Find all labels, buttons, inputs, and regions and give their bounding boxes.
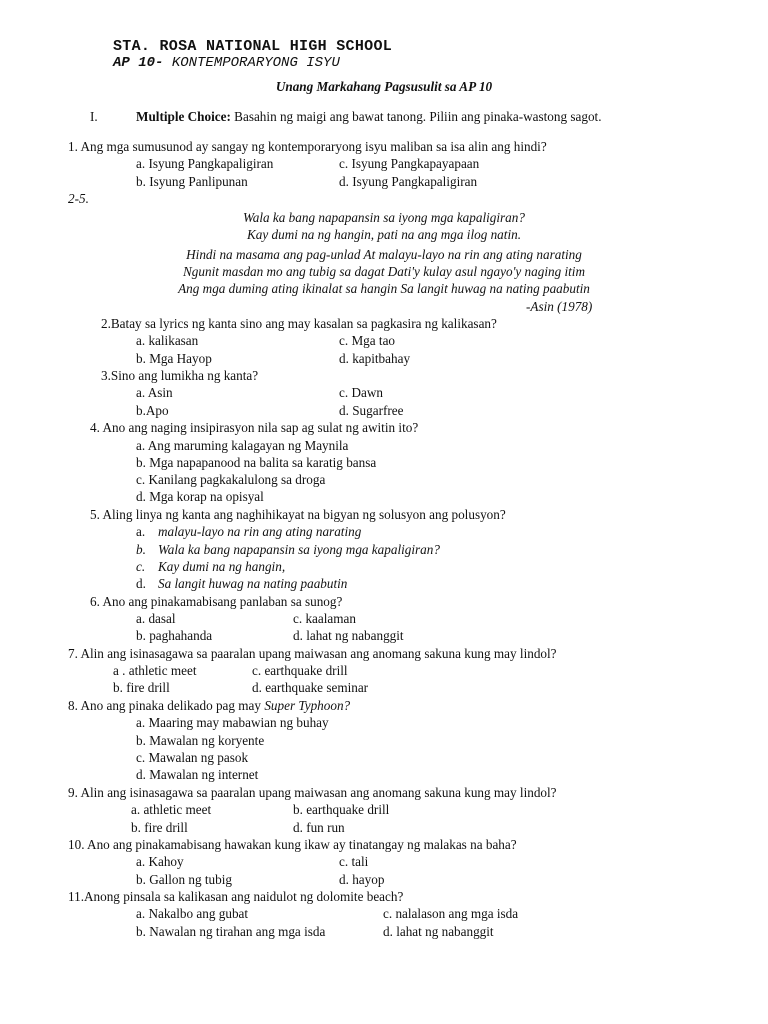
choice: a. athletic meet [131, 802, 212, 817]
question-11: 11.Anong pinsala sa kalikasan ang naidulot ng dolomite beach? [68, 889, 404, 904]
lyrics-line: Ngunit masdan mo ang tubig sa dagat Dati'y kulay asul ngayo'y naging itim [183, 264, 585, 279]
question-6: 6. Ano ang pinakamabisang panlaban sa sunog? [90, 594, 343, 609]
choice: malayu-layo na rin ang ating narating [158, 524, 362, 539]
choice: b. Gallon ng tubig [136, 872, 232, 887]
question-9: 9. Alin ang isinasagawa sa paaralan upang maiwasan ang anomang sakuna kung may lindol? [68, 785, 557, 800]
choice: c. kaalaman [293, 611, 356, 626]
lyrics-line: Kay dumi na ng hangin, pati na ang mga ilog natin. [246, 227, 521, 242]
subject-line [113, 55, 340, 71]
choice: d. Mawalan ng internet [136, 767, 259, 782]
choice: b. Mga Hayop [136, 351, 212, 366]
choice: c. Mawalan ng pasok [136, 750, 249, 765]
choice-letter: d. [136, 576, 146, 591]
section-instruction [136, 109, 602, 125]
choice: a. Maaring may mabawian ng buhay [136, 715, 329, 730]
choice: b.Apo [136, 403, 169, 418]
choice: a. Ang maruming kalagayan ng Maynila [136, 438, 349, 453]
choice: c. Isyung Pangkapayapaan [339, 156, 480, 171]
choice: b. Mawalan ng koryente [136, 733, 265, 748]
lyrics-credit: -Asin (1978) [526, 299, 593, 314]
question-8-text: 8. Ano ang pinaka delikado pag may [68, 698, 265, 713]
choice: d. Isyung Pangkapaligiran [339, 174, 478, 189]
choice: b. paghahanda [136, 628, 213, 643]
choice: d. earthquake seminar [252, 680, 369, 695]
section-label: Multiple Choice: [136, 109, 231, 124]
question-4: 4. Ano ang naging insipirasyon nila sap ag sulat ng awitin ito? [90, 420, 419, 435]
exam-title: Unang Markahang Pagsusulit sa AP 10 [275, 79, 493, 94]
choice: d. kapitbahay [339, 351, 411, 366]
choice: d. fun run [293, 820, 345, 835]
choice: a. Nakalbo ang gubat [136, 906, 249, 921]
choice: a. Isyung Pangkapaligiran [136, 156, 274, 171]
choice: b. Mga napapanood na balita sa karatig bansa [136, 455, 377, 470]
choice: c. Dawn [339, 385, 383, 400]
choice-letter: b. [136, 542, 146, 557]
choice: d. hayop [339, 872, 385, 887]
question-8-emphasis: Super Typhoon? [264, 698, 351, 713]
choice: d. lahat ng nabanggit [293, 628, 404, 643]
question-3: 3.Sino ang lumikha ng kanta? [101, 368, 259, 383]
choice: c. earthquake drill [252, 663, 348, 678]
choice: a. dasal [136, 611, 176, 626]
section-numeral: I. [90, 109, 98, 124]
choice-letter: a. [136, 524, 146, 539]
question-10: 10. Ano ang pinakamabisang hawakan kung ikaw ay tinatangay ng malakas na baha? [68, 837, 517, 852]
choice: Sa langit huwag na nating paabutin [158, 576, 348, 591]
question-1: 1. Ang mga sumusunod ay sangay ng kontemporaryong isyu maliban sa isa alin ang hindi? [68, 139, 547, 154]
instruction-text: Basahin ng maigi ang bawat tanong. Piliin ang pinaka-wastong sagot. [230, 109, 602, 124]
choice: Wala ka bang napapansin sa iyong mga kapaligiran? [158, 542, 440, 557]
lyrics-line: Ang mga duming ating ikinalat sa hangin Sa langit huwag na nating paabutin [178, 281, 590, 296]
choice: a. kalikasan [136, 333, 199, 348]
question-5: 5. Aling linya ng kanta ang naghihikayat na bigyan ng solusyon ang polusyon? [90, 507, 506, 522]
choice: b. fire drill [131, 820, 188, 835]
choice: c. Kanilang pagkakalulong sa droga [136, 472, 326, 487]
choice: b. Isyung Panlipunan [136, 174, 248, 189]
question-8 [68, 698, 350, 714]
choice: b. fire drill [113, 680, 170, 695]
choice: c. tali [339, 854, 369, 869]
choice: b. Nawalan ng tirahan ang mga isda [136, 924, 326, 939]
choice: b. earthquake drill [293, 802, 390, 817]
choice: c. nalalason ang mga isda [383, 906, 519, 921]
question-2: 2.Batay sa lyrics ng kanta sino ang may kasalan sa pagkasira ng kalikasan? [101, 316, 497, 331]
subject-name: KONTEMPORARYONG ISYU [163, 55, 340, 71]
choice: a. Kahoy [136, 854, 184, 869]
subject-code: AP 10- [113, 55, 164, 71]
choice: d. lahat ng nabanggit [383, 924, 494, 939]
lyrics-line: Hindi na masama ang pag-unlad At malayu-layo na rin ang ating narating [186, 247, 582, 262]
choice: a. Asin [136, 385, 173, 400]
choice: Kay dumi na ng hangin, [158, 559, 286, 574]
choice: d. Sugarfree [339, 403, 404, 418]
choice: c. Mga tao [339, 333, 396, 348]
lyrics-line: Wala ka bang napapansin sa iyong mga kapaligiran? [243, 210, 525, 225]
choice: d. Mga korap na opisyal [136, 489, 264, 504]
choice: a . athletic meet [113, 663, 197, 678]
school-name: STA. ROSA NATIONAL HIGH SCHOOL [113, 38, 393, 55]
choice-letter: c. [136, 559, 146, 574]
question-range-label: 2-5. [68, 191, 89, 206]
question-7: 7. Alin ang isinasagawa sa paaralan upang maiwasan ang anomang sakuna kung may lindol? [68, 646, 557, 661]
